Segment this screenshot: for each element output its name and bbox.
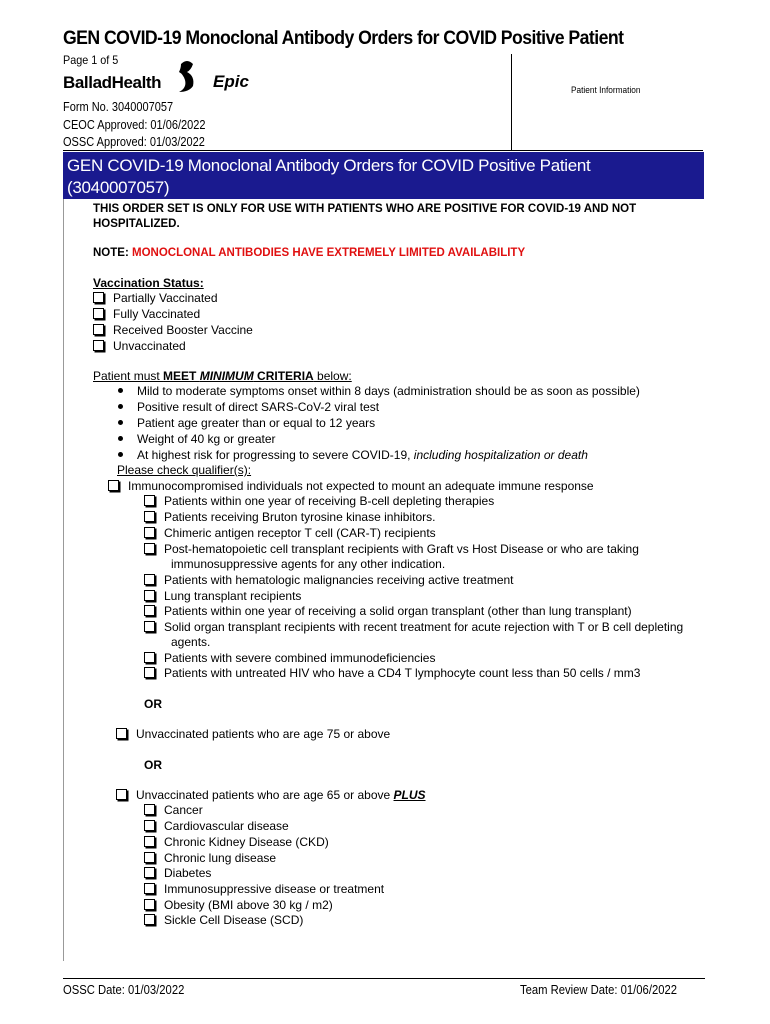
immuno-item[interactable]: Patients within one year of receiving a solid organ transplant (other than lung transplant) [144,604,632,619]
header-divider [511,54,512,150]
page-number: Page 1 of 5 [63,53,119,67]
warning-line-2: HOSPITALIZED. [93,218,180,230]
checkbox[interactable] [144,899,155,910]
immuno-item[interactable]: Patients with untreated HIV who have a CD4 T lymphocyte count less than 50 cells / mm3 [144,666,640,681]
footer-rule [63,978,705,979]
immuno-item[interactable]: Patients with hematologic malignancies receiving active treatment [144,573,514,588]
checkbox[interactable] [144,667,155,678]
note-line [93,246,525,261]
age65-item[interactable]: Chronic Kidney Disease (CKD) [144,835,329,850]
qualifier-immunocompromised[interactable]: Immunocompromised individuals not expected to mount an adequate immune response [108,479,594,494]
checkbox[interactable] [144,590,155,601]
criteria-item: Patient age greater than or equal to 12 years [118,416,375,431]
age65-item[interactable]: Sickle Cell Disease (SCD) [144,913,303,928]
note-label: NOTE: [93,247,132,259]
criteria-heading: Patient must MEET MINIMUM CRITERIA below: [93,369,352,383]
immuno-item[interactable]: Patients within one year of receiving B-cell depleting therapies [144,494,494,509]
immuno-item-continued: immunosuppressive agents for any other indication. [171,557,446,571]
criteria-item: Positive result of direct SARS-CoV-2 viral test [118,400,379,415]
checkbox[interactable] [144,804,155,815]
note-text: MONOCLONAL ANTIBODIES HAVE EXTREMELY LIMITED AVAILABILITY [131,247,526,259]
age65-item[interactable]: Chronic lung disease [144,851,276,866]
vacc-option-partial[interactable]: Partially Vaccinated [93,291,218,306]
checkbox[interactable] [93,308,104,319]
immuno-item[interactable]: Solid organ transplant recipients with recent treatment for acute rejection with T or B cell depleting [144,620,683,635]
checkbox[interactable] [144,574,155,585]
checkbox[interactable] [144,605,155,616]
immuno-item[interactable]: Lung transplant recipients [144,589,301,604]
checkbox[interactable] [144,495,155,506]
ossc-date: OSSC Date: 01/03/2022 [63,983,185,997]
age65-item[interactable]: Cancer [144,803,203,818]
checkbox[interactable] [93,340,104,351]
criteria-item: Weight of 40 kg or greater [118,432,276,447]
immuno-item[interactable]: Patients with severe combined immunodeficiencies [144,651,435,666]
banner-id: (3040007057) [67,178,170,197]
vaccination-heading: Vaccination Status: [93,276,204,290]
vacc-option-full[interactable]: Fully Vaccinated [93,307,200,322]
checkbox[interactable] [144,820,155,831]
qualifier-age-75[interactable]: Unvaccinated patients who are age 75 or above [116,727,390,742]
criteria-item-risk: At highest risk for progressing to severe COVID-19, including hospitalization or death [118,448,588,463]
immuno-item[interactable]: Post-hematopoietic cell transplant recipients with Graft vs Host Disease or who are taking [144,542,639,557]
age65-item[interactable]: Cardiovascular disease [144,819,289,834]
document-title: GEN COVID-19 Monoclonal Antibody Orders for COVID Positive Patient [63,28,624,49]
warning-line-1: THIS ORDER SET IS ONLY FOR USE WITH PATIENTS WHO ARE POSITIVE FOR COVID-19 AND NOT [93,203,637,215]
order-set-banner [63,152,704,199]
age65-item[interactable]: Obesity (BMI above 30 kg / m2) [144,898,333,913]
checkbox[interactable] [144,852,155,863]
left-margin-rule [63,199,64,961]
checkbox[interactable] [144,883,155,894]
checkbox[interactable] [116,728,127,739]
checkbox[interactable] [144,867,155,878]
checkbox[interactable] [144,511,155,522]
epic-logo-text: Epic [213,72,249,91]
ballad-health-epic-logo [63,58,273,98]
form-number: Form No. 3040007057 [63,100,174,114]
checkbox[interactable] [144,527,155,538]
checkbox[interactable] [144,914,155,925]
age65-item[interactable]: Diabetes [144,866,211,881]
checkbox[interactable] [144,652,155,663]
age65-item[interactable]: Immunosuppressive disease or treatment [144,882,384,897]
header-rule [63,150,703,151]
checkbox[interactable] [144,836,155,847]
criteria-item: Mild to moderate symptoms onset within 8 days (administration should be as soon as possible) [118,384,640,399]
checkbox[interactable] [93,324,104,335]
checkbox[interactable] [144,543,155,554]
checkbox[interactable] [93,292,104,303]
patient-information-label: Patient Information [571,85,641,95]
checkbox[interactable] [108,480,119,491]
vacc-option-unvaccinated[interactable]: Unvaccinated [93,339,186,354]
ossc-approved: OSSC Approved: 01/03/2022 [63,135,205,149]
qualifier-age-65[interactable]: Unvaccinated patients who are age 65 or above PLUS [116,788,426,803]
immuno-item[interactable]: Chimeric antigen receptor T cell (CAR-T) recipients [144,526,436,541]
immuno-item[interactable]: Patients receiving Bruton tyrosine kinase inhibitors. [144,510,435,525]
banner-title: GEN COVID-19 Monoclonal Antibody Orders for COVID Positive Patient [67,156,591,175]
vacc-option-booster[interactable]: Received Booster Vaccine [93,323,253,338]
or-separator: OR [144,697,162,711]
ballad-logo-text: BalladHealth [63,73,162,92]
or-separator: OR [144,758,162,772]
checkbox[interactable] [144,621,155,632]
ceoc-approved: CEOC Approved: 01/06/2022 [63,118,206,132]
checkbox[interactable] [116,789,127,800]
check-qualifiers-label: Please check qualifier(s): [117,463,252,477]
team-review-date: Team Review Date: 01/06/2022 [520,983,677,997]
immuno-item-continued: agents. [171,635,211,649]
